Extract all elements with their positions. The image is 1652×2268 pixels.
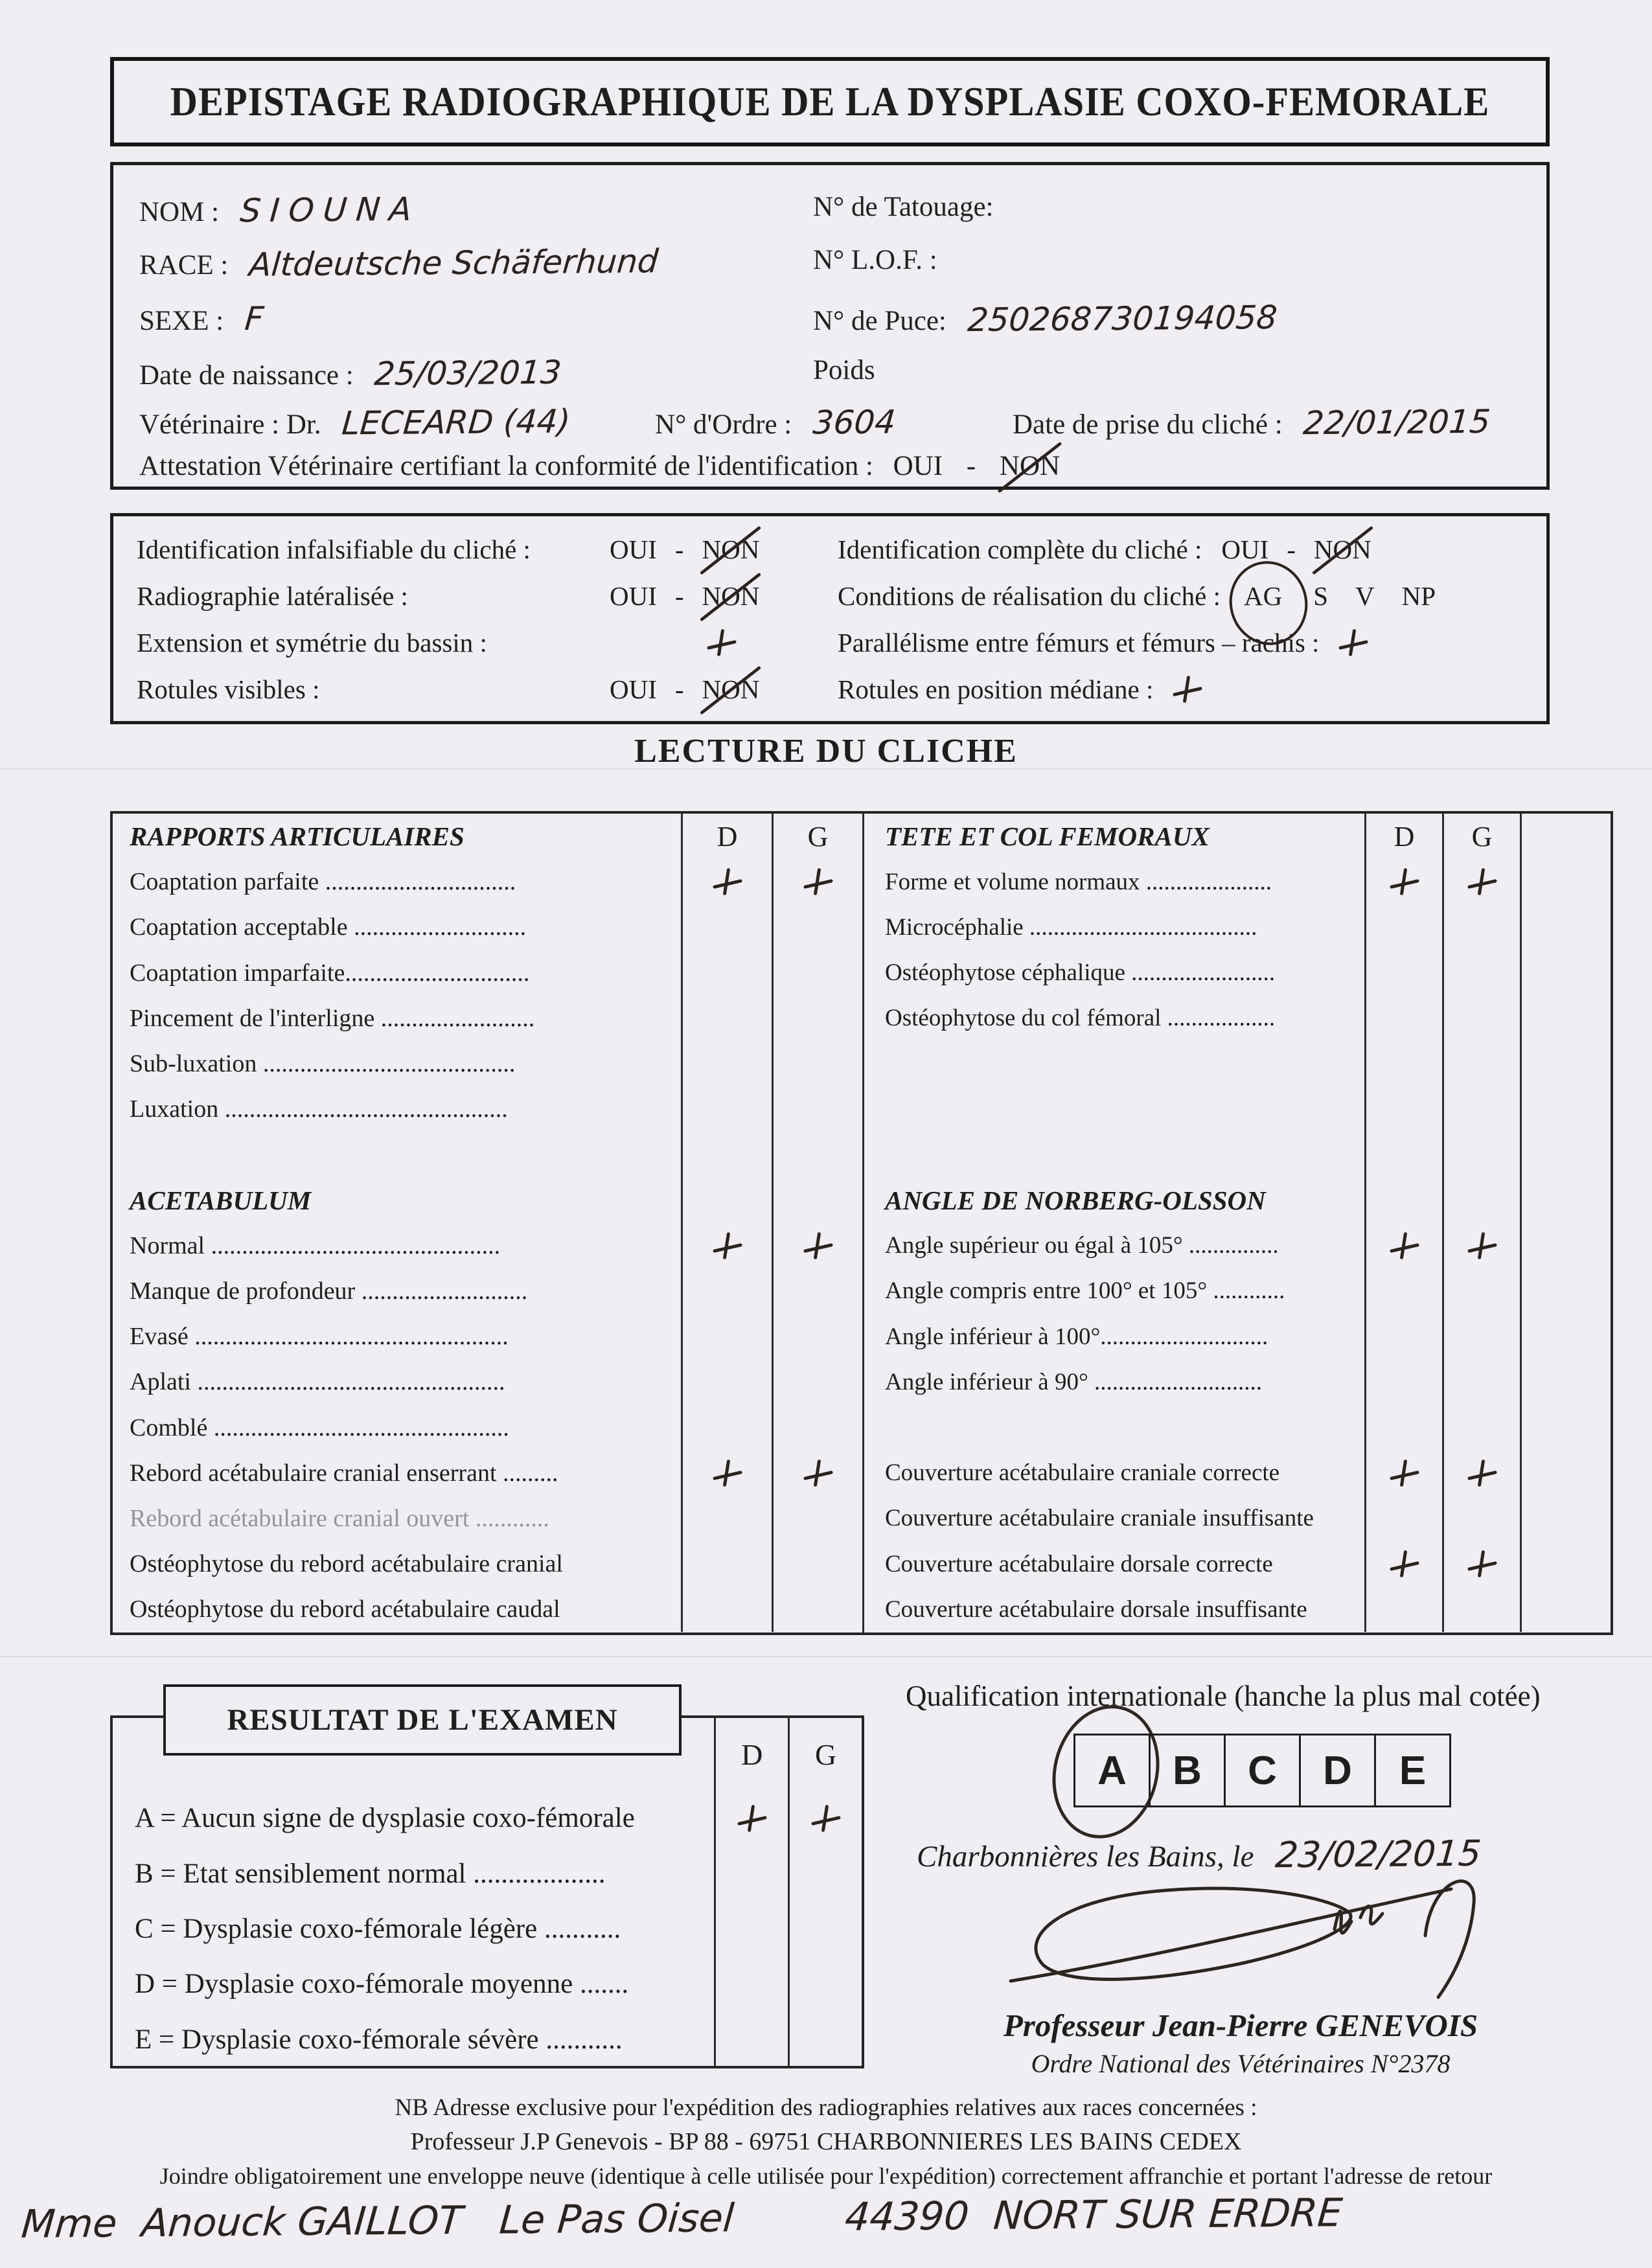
check-cell-g: [1442, 1314, 1520, 1359]
field-poids: [813, 354, 875, 386]
table-row: [864, 950, 1611, 996]
spacer-cell: [1520, 1314, 1605, 1359]
table-row: [864, 1404, 1611, 1450]
check-cell-g: [772, 904, 862, 950]
grade-cell: [1374, 1734, 1451, 1807]
check-cell-d: [1364, 1496, 1442, 1541]
result-title-box: [163, 1684, 682, 1756]
signatory-order-number: Ordre National des Vétérinaires N°2378: [1031, 2049, 1451, 2078]
quality-answer: OUI - NON: [610, 674, 760, 704]
check-cell-d: [681, 1314, 772, 1359]
spacer-cell: [1520, 904, 1605, 950]
row-label: Ostéophytose du rebord acétabulaire caudal: [130, 1596, 560, 1623]
check-cell-d: [714, 1846, 788, 1901]
paper-fold-line: [0, 1656, 1652, 1657]
footer-note-line2: Professeur J.P Genevois - BP 88 - 69751 CHARBONNIERES LES BAINS CEDEX: [410, 2128, 1242, 2155]
row-label: B = Etat sensiblement normal ...................: [135, 1858, 606, 1889]
table-row: [113, 1496, 862, 1541]
table-row: [864, 814, 1611, 859]
check-mark: [1338, 628, 1368, 658]
check-cell-g: [1442, 1496, 1520, 1541]
check-cell-g: [772, 859, 862, 904]
row-label: RAPPORTS ARTICULAIRES: [130, 821, 465, 852]
check-cell-d: [1364, 1314, 1442, 1359]
quality-answer: OUI - NON: [610, 581, 760, 611]
spacer-cell: [1520, 814, 1605, 859]
table-row: [113, 1450, 862, 1496]
sexe-label: SEXE :: [139, 306, 224, 336]
grade-letter: D: [1323, 1748, 1352, 1793]
table-row: [113, 1132, 862, 1177]
quality-label: Identification infalsifiable du cliché :: [137, 534, 531, 564]
naissance-value: 25/03/2013: [373, 353, 564, 393]
check-cell-d: [714, 1956, 788, 2011]
row-label: E = Dysplasie coxo-fémorale sévère ...........: [135, 2024, 623, 2055]
check-mark: [1173, 674, 1202, 704]
check-cell-g: [772, 1314, 862, 1359]
page-title: DEPISTAGE RADIOGRAPHIQUE DE LA DYSPLASIE COXO-FEMORALE: [170, 78, 1490, 124]
row-label: Ostéophytose du col fémoral ..................: [885, 1005, 1276, 1032]
row-label: Rebord acétabulaire cranial ouvert ............: [130, 1504, 549, 1532]
row-label: Manque de profondeur ...........................: [130, 1277, 528, 1305]
table-row: [864, 859, 1611, 904]
check-cell-g: [1442, 1132, 1520, 1177]
lecture-table: [110, 811, 1613, 1635]
check-cell-g: [1442, 1404, 1520, 1450]
check-cell-d: [714, 1901, 788, 1956]
check-cell-g: [1442, 1041, 1520, 1086]
check-mark: [1467, 867, 1497, 897]
prise-cliche-value: 22/01/2015: [1302, 402, 1493, 442]
table-row: [113, 1541, 862, 1586]
check-cell-d: [1364, 1223, 1442, 1268]
check-cell-d: [1364, 1178, 1442, 1223]
row-label: Couverture acétabulaire dorsale insuffisante: [885, 1596, 1307, 1623]
spacer-cell: [1520, 859, 1605, 904]
quality-label: Extension et symétrie du bassin :: [137, 628, 487, 658]
check-cell-g: [1442, 1178, 1520, 1223]
table-row: [864, 1359, 1611, 1404]
attestation-label: Attestation Vétérinaire certifiant la conformité de l'identification :: [139, 451, 873, 481]
check-cell-d: [1364, 996, 1442, 1041]
table-row: [113, 1086, 862, 1132]
table-row: [864, 1178, 1611, 1223]
nom-label: NOM :: [139, 197, 220, 227]
veterinaire-value: LECEARD (44): [340, 402, 572, 442]
quality-answer: OUI - NON: [610, 534, 760, 564]
nom-value: SIOUNA: [238, 190, 422, 230]
check-mark: [713, 867, 742, 897]
quality-left-column: [137, 527, 817, 712]
attestation-answer: [880, 451, 1060, 481]
check-cell-g: [788, 1846, 862, 1901]
quality-answer: [707, 628, 737, 658]
table-row: [113, 1359, 862, 1404]
spacer-cell: [1520, 1268, 1605, 1314]
table-row: [113, 1586, 862, 1632]
table-row: [113, 2012, 862, 2067]
check-mark: [811, 1804, 841, 1833]
table-row: [864, 1086, 1611, 1132]
row-label: Coaptation imparfaite..............................: [130, 959, 530, 987]
check-cell-g: [772, 996, 862, 1041]
check-cell-g: [1442, 1223, 1520, 1268]
row-label: Ostéophytose du rebord acétabulaire cranial: [130, 1550, 563, 1578]
check-cell-g: [1442, 1086, 1520, 1132]
field-tatouage: [813, 191, 993, 223]
grade-letter: B: [1173, 1748, 1202, 1793]
check-cell-g: [1442, 1268, 1520, 1314]
table-row: [864, 996, 1611, 1041]
check-cell-d: [1364, 1541, 1442, 1586]
tatouage-label: N° de Tatouage:: [813, 192, 994, 222]
check-cell-d: [681, 904, 772, 950]
section-title-lecture: LECTURE DU CLICHE: [634, 733, 1018, 770]
cliche-quality-section: [110, 513, 1550, 724]
row-label: [864, 1041, 1364, 1086]
check-cell-g: [772, 950, 862, 996]
check-cell-d: [1364, 1450, 1442, 1496]
table-row: [113, 950, 862, 996]
field-attestation: [139, 450, 1060, 482]
table-row: [864, 1268, 1611, 1314]
row-label: Couverture acétabulaire craniale correcte: [885, 1460, 1280, 1487]
check-cell-g: [772, 1541, 862, 1586]
table-row: [113, 859, 862, 904]
poids-label: Poids: [813, 355, 875, 385]
row-label: Angle inférieur à 90° ............................: [885, 1368, 1263, 1395]
check-cell-g: [1442, 1586, 1520, 1632]
check-cell-d: [681, 1178, 772, 1223]
check-cell-d: [1364, 1132, 1442, 1177]
row-label: [864, 1132, 1364, 1177]
check-mark: [1467, 1549, 1497, 1579]
check-cell-d: [681, 1132, 772, 1177]
spacer-cell: [1520, 1041, 1605, 1086]
footer-note-line3: Joindre obligatoirement une enveloppe neuve (identique à celle utilisée pour l'expédition) correctement affranchie et portant l'adresse de retour: [159, 2163, 1493, 2189]
row-label: Coaptation parfaite ...............................: [130, 868, 516, 896]
race-value: Altdeutsche Schäferhund: [247, 242, 660, 284]
check-cell-d: [681, 1041, 772, 1086]
check-cell-g: [772, 1359, 862, 1404]
check-cell-d: [681, 1268, 772, 1314]
place-label: Charbonnières les Bains, le: [917, 1840, 1254, 1873]
check-mark: [803, 1231, 833, 1261]
grade-cell: [1299, 1734, 1376, 1807]
row-label: Sub-luxation .........................................: [130, 1050, 516, 1078]
check-cell-d: [681, 1450, 772, 1496]
row-label: Evasé ...................................................: [130, 1323, 509, 1351]
lof-label: N° L.O.F. :: [813, 245, 937, 275]
exam-date-value: 23/02/2015: [1274, 1832, 1483, 1876]
check-mark: [803, 867, 833, 897]
table-row: [864, 1041, 1611, 1086]
quality-answer: OUI - NON: [1221, 534, 1371, 564]
check-cell-d: [1364, 1586, 1442, 1632]
check-cell-g: [772, 1586, 862, 1632]
check-cell-g: [788, 2012, 862, 2067]
field-race: [139, 244, 658, 282]
spacer-cell: [1520, 1586, 1605, 1632]
check-cell-g: [772, 1223, 862, 1268]
row-label: A = Aucun signe de dysplasie coxo-fémorale: [135, 1803, 635, 1834]
spacer-cell: [1520, 1086, 1605, 1132]
lecture-table-right: [862, 814, 1611, 1632]
check-mark: [713, 1458, 742, 1488]
spacer-cell: [1520, 1359, 1605, 1404]
field-lof: [813, 244, 937, 276]
quality-answer: AG S V NP: [1240, 580, 1445, 612]
quality-label: Conditions de réalisation du cliché :: [838, 581, 1221, 611]
table-row: [113, 1956, 862, 2011]
table-row: [113, 1268, 862, 1314]
signature: [972, 1858, 1529, 2013]
quality-row: [137, 573, 817, 619]
check-cell-g: [772, 1178, 862, 1223]
check-cell-g: [772, 1404, 862, 1450]
check-mark: [1390, 1549, 1419, 1579]
row-label: ANGLE DE NORBERG-OLSSON: [885, 1185, 1266, 1215]
check-cell-d: [681, 1541, 772, 1586]
spacer-cell: [1520, 1178, 1605, 1223]
row-label: Couverture acétabulaire dorsale correcte: [885, 1550, 1273, 1577]
table-row: [113, 1178, 862, 1223]
quality-row: [838, 620, 1537, 665]
field-veterinaire: [139, 404, 1491, 441]
table-row: [113, 1314, 862, 1359]
table-row: [113, 1846, 862, 1901]
spacer-cell: [1520, 1132, 1605, 1177]
quality-label: Radiographie latéralisée :: [137, 581, 408, 611]
quality-right-column: [838, 527, 1537, 712]
check-cell-g: [772, 1450, 862, 1496]
check-cell-d: [681, 950, 772, 996]
check-cell-d: [1364, 1268, 1442, 1314]
row-label: Couverture acétabulaire craniale insuffisante: [885, 1505, 1314, 1532]
check-cell-g: [772, 1041, 862, 1086]
quality-answer: [1173, 674, 1202, 704]
veterinaire-label: Vétérinaire : Dr.: [139, 409, 321, 440]
table-row: [864, 1450, 1611, 1496]
naissance-label: Date de naissance :: [139, 360, 354, 391]
check-cell-d: [681, 1359, 772, 1404]
row-label: Ostéophytose céphalique ........................: [885, 959, 1276, 987]
row-label: [113, 1132, 681, 1177]
row-label: Angle inférieur à 100°............................: [885, 1323, 1268, 1350]
row-label: Comblé ................................................: [130, 1414, 509, 1441]
grade-cell: [1224, 1734, 1301, 1807]
grade-cell-selected-circle: [1073, 1734, 1151, 1807]
table-row: [113, 996, 862, 1041]
row-label: Aplati ..................................................: [130, 1368, 505, 1396]
quality-row: [137, 527, 817, 572]
row-label: Pincement de l'interligne .........................: [130, 1004, 535, 1032]
check-cell-g: [788, 1956, 862, 2011]
check-cell-g: G: [788, 1718, 862, 1791]
row-label: ACETABULUM: [130, 1185, 312, 1215]
check-cell-g: [772, 1086, 862, 1132]
row-label: C = Dysplasie coxo-fémorale légère ...........: [135, 1913, 621, 1944]
check-cell-d: [681, 859, 772, 904]
check-cell-g: [1442, 950, 1520, 996]
check-cell-d: [681, 1223, 772, 1268]
spacer-cell: [1520, 1541, 1605, 1586]
table-row: [113, 1041, 862, 1086]
qualification-label: Qualification internationale (hanche la plus mal cotée): [906, 1680, 1541, 1712]
quality-row: [137, 667, 817, 712]
check-mark: [1390, 1458, 1419, 1488]
check-cell-g: [772, 1268, 862, 1314]
result-title: RESULTAT DE L'EXAMEN: [227, 1703, 618, 1737]
row-label: Luxation ..............................................: [130, 1095, 508, 1123]
check-mark: [1390, 867, 1419, 897]
check-cell-g: [788, 1791, 862, 1846]
row-label: Rebord acétabulaire cranial enserrant .........: [130, 1459, 558, 1487]
row-label: Microcéphalie ......................................: [885, 913, 1257, 941]
quality-label: Parallélisme entre fémurs et fémurs – rachis :: [838, 628, 1320, 658]
ordre-value: 3604: [811, 403, 897, 442]
check-cell-d: [1364, 1041, 1442, 1086]
table-row: [864, 1541, 1611, 1586]
quality-row: [838, 573, 1537, 619]
spacer-cell: [1520, 1404, 1605, 1450]
table-row: [864, 904, 1611, 950]
check-cell-d: [681, 1496, 772, 1541]
spacer-cell: [1520, 996, 1605, 1041]
field-naissance: [139, 354, 562, 392]
table-row: [113, 904, 862, 950]
result-table: [110, 1715, 864, 2068]
check-cell-d: D: [681, 814, 772, 859]
table-row: [113, 1223, 862, 1268]
quality-label: Identification complète du cliché :: [838, 534, 1202, 564]
check-cell-g: G: [1442, 814, 1520, 859]
handwritten-return-address: Mme Anouck GAILLOT Le Pas Oisel 44390 NORT SUR ERDRE: [19, 2190, 1344, 2247]
sexe-value: F: [243, 299, 266, 338]
quality-row: [838, 527, 1537, 572]
table-row: [113, 1791, 862, 1846]
table-row: [113, 814, 862, 859]
check-cell-d: [714, 1791, 788, 1846]
check-cell-d: [1364, 1086, 1442, 1132]
form-title-box: [110, 57, 1550, 146]
grade-boxes: [1075, 1734, 1451, 1807]
row-label: [864, 1404, 1364, 1450]
table-row: [864, 1496, 1611, 1541]
puce-label: N° de Puce:: [813, 306, 946, 336]
spacer-cell: [1520, 1496, 1605, 1541]
check-cell-g: [1442, 1541, 1520, 1586]
check-cell-d: [1364, 904, 1442, 950]
row-label: Normal ...............................................: [130, 1231, 501, 1259]
lecture-table-left: [113, 814, 862, 1632]
non-option-struck: NON: [999, 451, 1061, 481]
table-row: [864, 1314, 1611, 1359]
check-cell-d: [1364, 1404, 1442, 1450]
oui-option: OUI: [893, 451, 943, 481]
field-puce: [813, 300, 1277, 338]
quality-label: Rotules visibles :: [137, 674, 320, 704]
check-cell-g: [1442, 996, 1520, 1041]
row-label: Coaptation acceptable ............................: [130, 913, 527, 941]
spacer-cell: [1520, 1223, 1605, 1268]
table-row: [113, 1404, 862, 1450]
check-cell-d: D: [1364, 814, 1442, 859]
check-mark: [713, 1231, 742, 1261]
check-cell-g: [1442, 859, 1520, 904]
row-label: Forme et volume normaux .....................: [885, 868, 1272, 895]
identity-section: [110, 162, 1550, 490]
check-mark: [737, 1804, 767, 1833]
table-row: [864, 1586, 1611, 1632]
row-label: D = Dysplasie coxo-fémorale moyenne .......: [135, 1969, 629, 2000]
race-label: RACE :: [139, 250, 229, 281]
check-mark: [1390, 1231, 1419, 1261]
check-cell-g: [772, 1132, 862, 1177]
check-cell-g: [1442, 904, 1520, 950]
dash: -: [966, 451, 976, 481]
field-sexe: [139, 300, 264, 338]
spacer-cell: [1520, 1450, 1605, 1496]
grade-letter: C: [1248, 1748, 1277, 1793]
check-cell-d: [1364, 859, 1442, 904]
check-cell-d: [681, 1404, 772, 1450]
check-cell-d: [714, 2012, 788, 2067]
table-row: [113, 1901, 862, 1956]
row-label: Angle supérieur ou égal à 105° ...............: [885, 1232, 1279, 1259]
check-cell-d: [681, 1586, 772, 1632]
quality-row: [838, 667, 1537, 712]
field-nom: [139, 191, 420, 229]
signatory-name: Professeur Jean-Pierre GENEVOIS: [1003, 2008, 1478, 2043]
check-cell-g: [1442, 1359, 1520, 1404]
row-label: [864, 1086, 1364, 1132]
check-mark: [803, 1458, 833, 1488]
puce-value: 250268730194058: [966, 298, 1279, 339]
check-mark: [707, 628, 737, 658]
quality-row: [137, 620, 817, 665]
check-cell-g: [1442, 1450, 1520, 1496]
spacer-cell: [1520, 950, 1605, 996]
prise-cliche-label: Date de prise du cliché :: [1013, 409, 1283, 440]
quality-label: Rotules en position médiane :: [838, 674, 1154, 704]
check-cell-g: [788, 1901, 862, 1956]
check-cell-d: [1364, 1359, 1442, 1404]
check-mark: [1467, 1458, 1497, 1488]
footer-note-line1: NB Adresse exclusive pour l'expédition des radiographies relatives aux races concernées :: [395, 2094, 1257, 2121]
check-cell-d: [681, 996, 772, 1041]
check-cell-d: [1364, 950, 1442, 996]
ordre-label: N° d'Ordre :: [655, 409, 792, 440]
check-mark: [1467, 1231, 1497, 1261]
check-cell-g: G: [772, 814, 862, 859]
row-label: TETE ET COL FEMORAUX: [885, 821, 1210, 852]
check-cell-d: D: [714, 1718, 788, 1791]
grade-letter: E: [1399, 1748, 1427, 1793]
grade-letter: A: [1097, 1748, 1127, 1793]
grade-cell: [1149, 1734, 1226, 1807]
table-row: [864, 1132, 1611, 1177]
table-row: [864, 1223, 1611, 1268]
check-cell-g: [772, 1496, 862, 1541]
row-label: Angle compris entre 100° et 105° ............: [885, 1277, 1285, 1305]
quality-answer: [1338, 628, 1368, 658]
check-cell-d: [681, 1086, 772, 1132]
